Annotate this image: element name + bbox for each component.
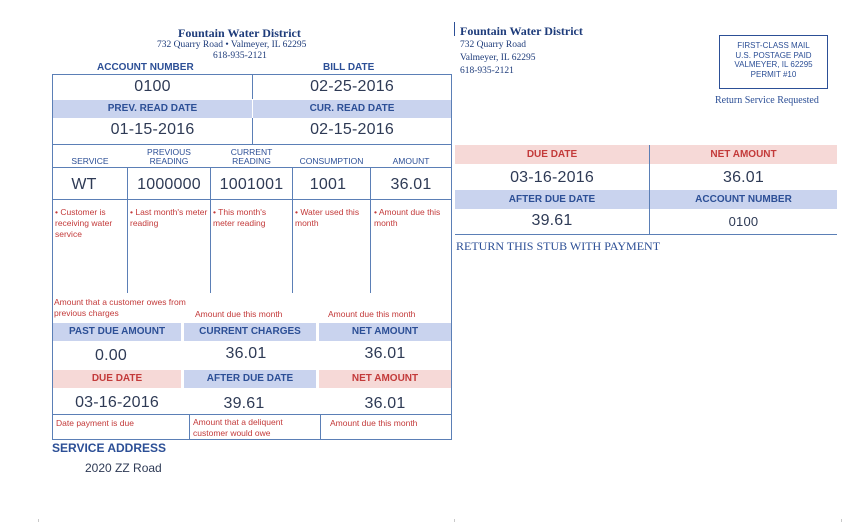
due-date-label: DUE DATE — [53, 370, 181, 388]
past-due-value: 0.00 — [95, 347, 127, 364]
stub-district-name: Fountain Water District — [460, 24, 583, 38]
current-charges-label: CURRENT CHARGES — [184, 323, 316, 341]
service-address: 2020 ZZ Road — [85, 461, 162, 475]
note-current-charges: Amount due this month — [195, 309, 283, 319]
col-prev-reading-2: READING — [149, 156, 189, 166]
account-number: 0100 — [134, 78, 171, 95]
consumption-value: 1001 — [309, 176, 347, 193]
net-amount-2-label: NET AMOUNT — [319, 370, 451, 388]
current-charges-value: 36.01 — [225, 345, 267, 362]
district-name: Fountain Water District — [178, 26, 301, 40]
bill-date: 02-25-2016 — [310, 78, 394, 95]
permit-line-3: VALMEYER, IL 62295 — [734, 60, 813, 69]
district-address: 732 Quarry Road • Valmeyer, IL 62295 — [157, 40, 307, 50]
due-date-value: 03-16-2016 — [75, 394, 159, 411]
note-past-due: Amount that a customer owes from previous charges — [54, 297, 186, 318]
service-address-label: SERVICE ADDRESS — [52, 441, 167, 455]
after-due-date-label: AFTER DUE DATE — [184, 370, 316, 388]
permit-line-4: PERMIT #10 — [750, 69, 797, 79]
prev-read-date-label: PREV. READ DATE — [53, 100, 252, 118]
stub-due-date-label: DUE DATE — [455, 145, 649, 164]
note-after-due: Amount that a deliquent customer would owe — [193, 417, 283, 438]
service-value: WT — [71, 176, 97, 193]
return-service-requested: Return Service Requested — [715, 95, 819, 106]
stub-after-due-date: 39.61 — [531, 212, 573, 229]
cur-read-date-label: CUR. READ DATE — [253, 100, 451, 118]
cur-read-date: 02-15-2016 — [310, 121, 394, 138]
stub-net-amount: 36.01 — [722, 169, 765, 186]
net-amount-value: 36.01 — [364, 345, 406, 362]
col-prev-reading-1: PREVIOUS — [147, 147, 191, 157]
note-net-amount-bottom: Amount due this month — [330, 418, 418, 428]
amount-value: 36.01 — [390, 176, 432, 193]
district-phone: 618-935-2121 — [213, 51, 267, 61]
col-amount: AMOUNT — [392, 156, 430, 166]
col-cur-reading-1: CURRENT — [230, 147, 273, 157]
net-amount-2-value: 36.01 — [364, 395, 406, 412]
col-cur-reading-2: READING — [232, 156, 271, 166]
col-service: SERVICE — [71, 156, 109, 166]
stub-net-amount-label: NET AMOUNT — [650, 145, 837, 164]
cur-reading-value: 1001001 — [219, 176, 284, 193]
stub-account-number: 0100 — [728, 214, 759, 229]
note-due-date: Date payment is due — [56, 418, 134, 428]
stub-phone: 618-935-2121 — [460, 66, 514, 76]
note-consumption: • Water used this month — [295, 207, 360, 228]
postage-permit-box — [719, 35, 828, 89]
prev-reading-value: 1000000 — [137, 176, 201, 193]
prev-read-date: 01-15-2016 — [110, 121, 195, 138]
return-stub-instruction: RETURN THIS STUB WITH PAYMENT — [456, 239, 661, 253]
account-number-label: ACCOUNT NUMBER — [97, 62, 194, 73]
net-amount-label: NET AMOUNT — [319, 323, 451, 341]
note-prev-reading: • Last month's meter reading — [130, 207, 208, 228]
note-cur-reading: • This month's meter reading — [213, 207, 267, 228]
stub-due-date: 03-16-2016 — [510, 169, 594, 186]
stub-address-line-1: 732 Quarry Road — [460, 40, 526, 50]
note-net-amount-top: Amount due this month — [328, 309, 416, 319]
permit-line-2: U.S. POSTAGE PAID — [735, 50, 812, 60]
col-consumption: CONSUMPTION — [299, 156, 364, 166]
permit-line-1: FIRST-CLASS MAIL — [737, 41, 810, 50]
note-amount: • Amount due this month — [374, 207, 441, 228]
note-service: • Customer is receiving water service — [55, 207, 113, 239]
bill-date-label: BILL DATE — [323, 62, 375, 73]
stub-address-line-2: Valmeyer, IL 62295 — [460, 53, 536, 63]
after-due-date-value: 39.61 — [223, 395, 265, 412]
stub-account-number-label: ACCOUNT NUMBER — [650, 190, 837, 209]
stub-after-due-date-label: AFTER DUE DATE — [455, 190, 649, 209]
past-due-label: PAST DUE AMOUNT — [53, 323, 181, 341]
